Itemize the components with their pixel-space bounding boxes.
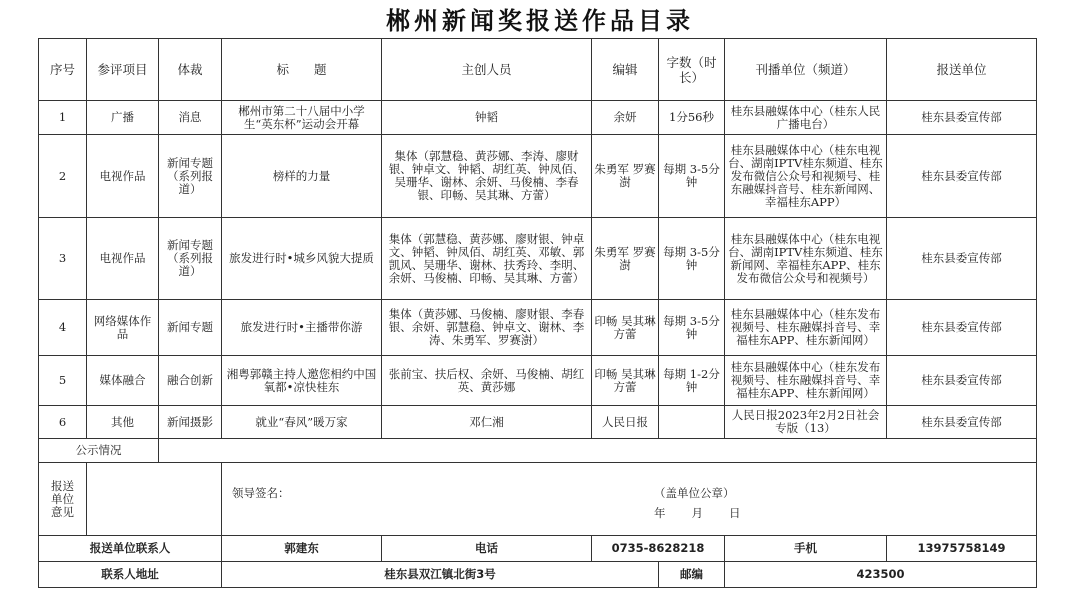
cell-seq: 4	[39, 300, 87, 356]
cell-editor: 人民日报	[592, 406, 659, 439]
header-row	[39, 39, 1037, 101]
cell-creators: 集体（郭慧稳、黄莎娜、李涛、廖财银、钟卓文、钟韬、胡红英、钟凤佰、吴珊华、谢林、余妍、马俊楠、李春银、印畅、吴其琳、方蕾）	[382, 135, 592, 218]
cell-creators: 邓仁湘	[382, 406, 592, 439]
cell-item: 其他	[87, 406, 159, 439]
cell-genre: 新闻摄影	[159, 406, 222, 439]
phone-label: 电话	[382, 536, 592, 562]
cell-publisher: 人民日报2023年2月2日社会专版（13）	[725, 406, 887, 439]
opinion-row	[39, 463, 1037, 536]
table-row	[39, 135, 1037, 218]
cell-length: 每期 3-5分钟	[659, 218, 725, 300]
document-title: 郴州新闻奖报送作品目录	[386, 7, 694, 35]
address-value: 桂东县双江镇北街3号	[222, 562, 659, 588]
cell-length	[659, 406, 725, 439]
cell-length: 每期 1-2分钟	[659, 356, 725, 406]
cell-submitter: 桂东县委宣传部	[887, 356, 1037, 406]
table-row	[39, 101, 1037, 135]
cell-title: 湘粤郭赣主持人邀您相约中国氧都•凉快桂东	[222, 356, 382, 406]
cell-length: 每期 3-5分钟	[659, 300, 725, 356]
cell-publisher: 桂东县融媒体中心（桂东电视台、湖南IPTV桂东频道、桂东新闻网、幸福桂东APP、桂东发布微信公众号和视频号）	[725, 218, 887, 300]
header-genre: 体裁	[159, 39, 222, 101]
address-row	[39, 562, 1037, 588]
header-creators: 主创人员	[382, 39, 592, 101]
opinion-body	[222, 463, 1037, 536]
cell-title: 旅发进行时•城乡风貌大提质	[222, 218, 382, 300]
cell-seq: 2	[39, 135, 87, 218]
mobile-label: 手机	[725, 536, 887, 562]
cell-publisher: 桂东县融媒体中心（桂东发布视频号、桂东融媒抖音号、幸福桂东APP、桂东新闻网）	[725, 300, 887, 356]
table-row	[39, 218, 1037, 300]
cell-submitter: 桂东县委宣传部	[887, 218, 1037, 300]
cell-publisher: 桂东县融媒体中心（桂东发布视频号、桂东融媒抖音号、幸福桂东APP、桂东新闻网）	[725, 356, 887, 406]
cell-publisher: 桂东县融媒体中心（桂东电视台、湖南IPTV桂东频道、桂东发布微信公众号和视频号、桂东融媒抖音号、桂东新闻网、幸福桂东APP）	[725, 135, 887, 218]
table-row	[39, 300, 1037, 356]
cell-submitter: 桂东县委宣传部	[887, 406, 1037, 439]
cell-seq: 5	[39, 356, 87, 406]
date-label: 年 月 日	[654, 506, 742, 520]
opinion-label: 报送单位意见	[39, 463, 87, 536]
cell-submitter: 桂东县委宣传部	[887, 135, 1037, 218]
cell-item: 电视作品	[87, 135, 159, 218]
opinion-spacer	[87, 463, 222, 536]
address-label: 联系人地址	[39, 562, 222, 588]
cell-publisher: 桂东县融媒体中心（桂东人民广播电台）	[725, 101, 887, 135]
contact-person-label: 报送单位联系人	[39, 536, 222, 562]
phone-value: 0735-8628218	[592, 536, 725, 562]
cell-title: 就业“春风”暖万家	[222, 406, 382, 439]
header-editor: 编辑	[592, 39, 659, 101]
cell-creators: 张前宝、扶后权、余妍、马俊楠、胡红英、黄莎娜	[382, 356, 592, 406]
cell-submitter: 桂东县委宣传部	[887, 300, 1037, 356]
cell-item: 广播	[87, 101, 159, 135]
cell-editor: 印畅 吴其琳 方蕾	[592, 356, 659, 406]
zip-label: 邮编	[659, 562, 725, 588]
cell-editor: 余妍	[592, 101, 659, 135]
cell-editor: 朱勇军 罗赛澍	[592, 218, 659, 300]
stamp-label: （盖单位公章）	[654, 486, 735, 500]
cell-title: 榜样的力量	[222, 135, 382, 218]
cell-editor: 印畅 吴其琳 方蕾	[592, 300, 659, 356]
cell-creators: 钟韬	[382, 101, 592, 135]
header-submitter: 报送单位	[887, 39, 1037, 101]
header-publisher: 刊播单位（频道）	[725, 39, 887, 101]
cell-seq: 1	[39, 101, 87, 135]
publicity-label: 公示情况	[39, 439, 159, 463]
table-row	[39, 356, 1037, 406]
contact-person: 郭建东	[222, 536, 382, 562]
publicity-row	[39, 439, 1037, 463]
cell-editor: 朱勇军 罗赛澍	[592, 135, 659, 218]
header-item: 参评项目	[87, 39, 159, 101]
cell-length: 每期 3-5分钟	[659, 135, 725, 218]
cell-submitter: 桂东县委宣传部	[887, 101, 1037, 135]
cell-title: 旅发进行时•主播带你游	[222, 300, 382, 356]
cell-creators: 集体（黄莎娜、马俊楠、廖财银、李春银、余妍、郭慧稳、钟卓文、谢林、李涛、朱勇军、罗赛澍）	[382, 300, 592, 356]
cell-item: 电视作品	[87, 218, 159, 300]
cell-genre: 新闻专题（系列报道）	[159, 135, 222, 218]
header-seq: 序号	[39, 39, 87, 101]
cell-title: 郴州市第二十八届中小学生“英东杯”运动会开幕	[222, 101, 382, 135]
cell-genre: 融合创新	[159, 356, 222, 406]
cell-creators: 集体（郭慧稳、黄莎娜、廖财银、钟卓文、钟韬、钟凤佰、胡红英、邓敏、郭凯风、吴珊华、谢林、扶秀玲、李明、余妍、马俊楠、印畅、吴其琳、方蕾）	[382, 218, 592, 300]
header-length: 字数（时长）	[659, 39, 725, 101]
cell-seq: 6	[39, 406, 87, 439]
cell-item: 网络媒体作品	[87, 300, 159, 356]
cell-length: 1分56秒	[659, 101, 725, 135]
mobile-value: 13975758149	[887, 536, 1037, 562]
leader-signature-label: 领导签名：	[232, 486, 290, 500]
table-row	[39, 406, 1037, 439]
cell-genre: 新闻专题（系列报道）	[159, 218, 222, 300]
publicity-value	[159, 439, 1037, 463]
cell-seq: 3	[39, 218, 87, 300]
cell-genre: 新闻专题	[159, 300, 222, 356]
contact-row	[39, 536, 1037, 562]
cell-item: 媒体融合	[87, 356, 159, 406]
cell-genre: 消息	[159, 101, 222, 135]
entries-table	[38, 38, 1037, 588]
header-title: 标 题	[222, 39, 382, 101]
zip-value: 423500	[725, 562, 1037, 588]
